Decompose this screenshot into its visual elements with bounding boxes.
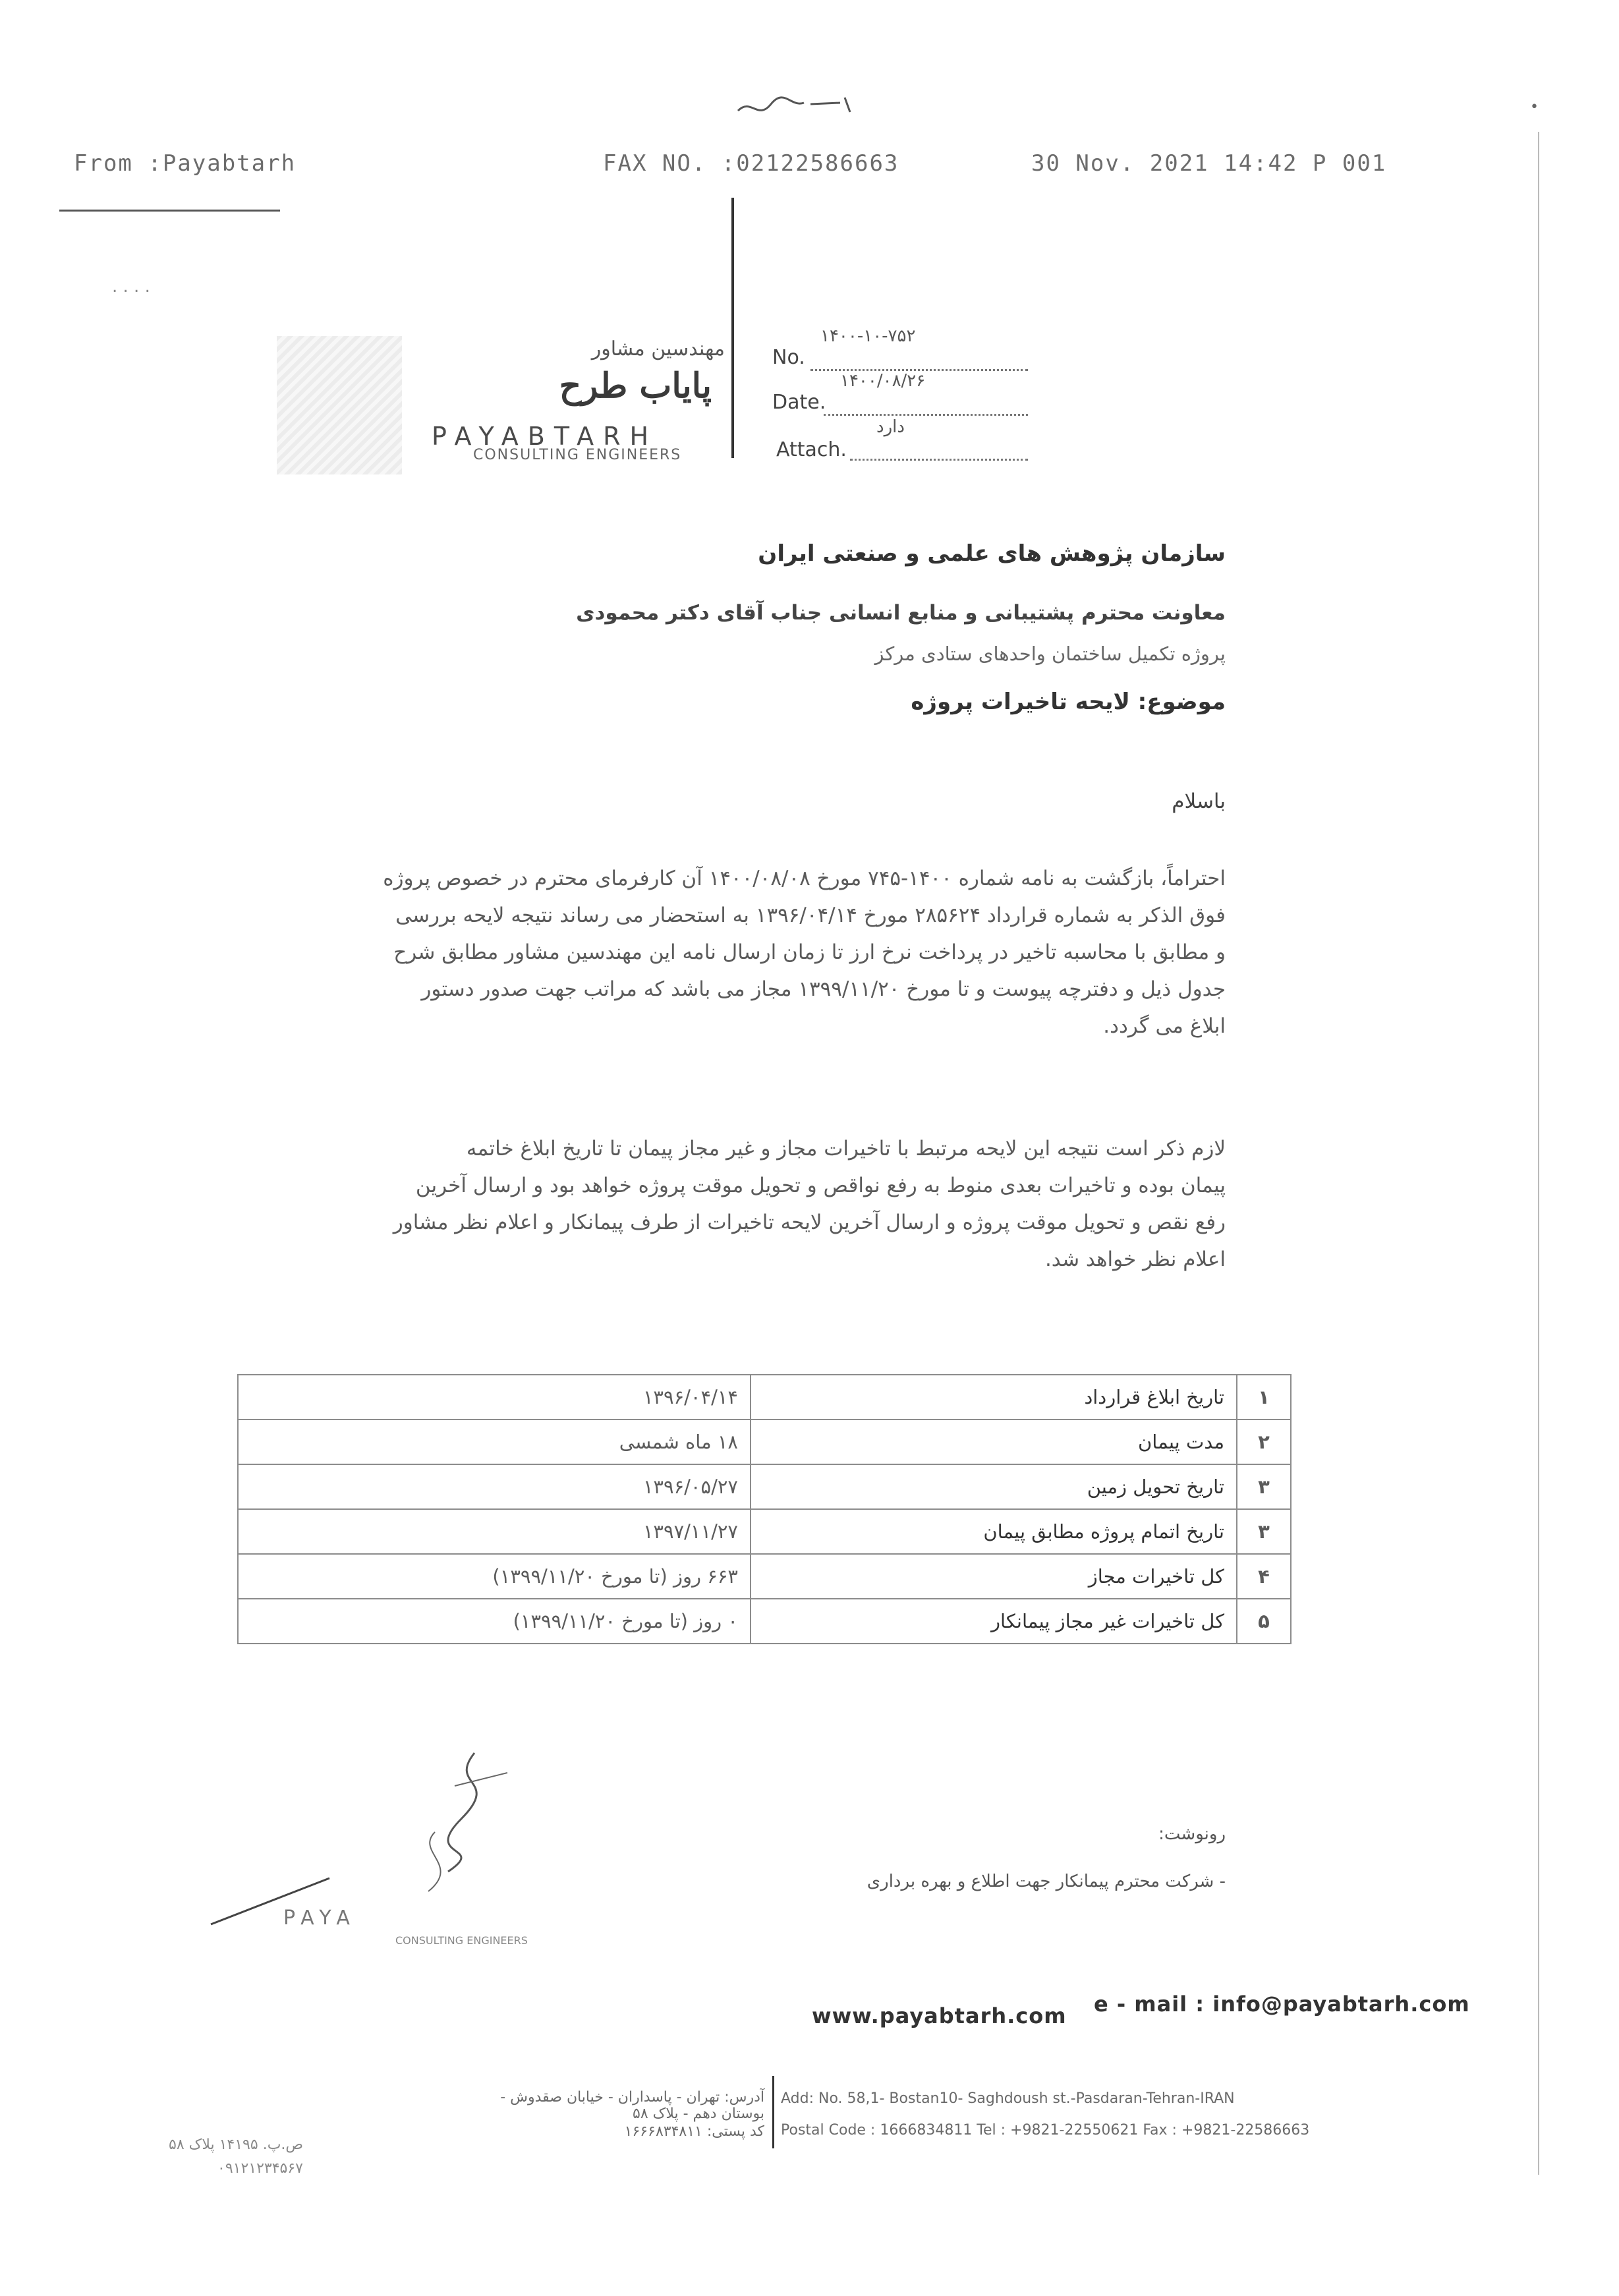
paragraph-1-line-4: جدول ذیل و دفترچه پیوست و تا مورخ ۱۳۹۹/۱۱/۲۰ مجاز می باشد که مراتب جهت صدور دستور: [421, 977, 1226, 1001]
footer-address-en: Add: No. 58,1- Bostan10- Saghdoush st.-Pasdaran-Tehran-IRAN: [781, 2090, 1235, 2107]
letter-subject: موضوع: لایحه تاخیرات پروژه: [911, 689, 1226, 715]
paragraph-1-line-2: فوق الذکر به شماره قرارداد ۲۸۵۶۲۴ مورخ ۱۳۹۶/۰۴/۱۴ به استحضار می رساند نتیجه لایحه بررسی: [395, 904, 1226, 927]
row-title: تاریخ اتمام پروژه مطابق پیمان: [751, 1509, 1237, 1554]
fax-from: From :Payabtarh: [74, 150, 297, 177]
row-title: تاریخ تحویل زمین: [751, 1464, 1237, 1509]
svg-text:CONSULTING ENGINEERS: CONSULTING ENGINEERS: [395, 1934, 528, 1947]
table-row: [238, 1599, 1291, 1644]
paragraph-2: [217, 1130, 1226, 1278]
svg-text:PAYA: PAYA: [283, 1907, 356, 1930]
signature-stamp: [198, 1727, 567, 1951]
logo-subtitle: CONSULTING ENGINEERS: [473, 447, 682, 463]
fax-from-underline: [59, 210, 280, 212]
row-number: ۵: [1237, 1599, 1291, 1644]
fax-datetime: 30 Nov. 2021 14:42 P 001: [1031, 150, 1387, 177]
logo-emblem: [277, 336, 402, 474]
greeting: باسلام: [1172, 789, 1226, 813]
right-margin-line: [1538, 132, 1539, 2175]
logo-prefix: مهندسین مشاور: [591, 337, 725, 360]
letter-attach-value: دارد: [876, 417, 905, 437]
paragraph-1-line-3: و مطابق با محاسبه تاخیر در پرداخت نرخ ارز تا زمان ارسال نامه این مهندسین مشاور مطابق شرح: [393, 940, 1226, 964]
footer-left-note-2: ۰۹۱۲۱۲۳۴۵۶۷: [217, 2160, 303, 2177]
table-row: [238, 1420, 1291, 1464]
row-value: ۰ روز (تا مورخ ۱۳۹۹/۱۱/۲۰): [238, 1599, 751, 1644]
row-number: ۲: [1237, 1420, 1291, 1464]
paragraph-1-line-5: ابلاغ می گردد.: [1103, 1014, 1226, 1038]
table-row: [238, 1375, 1291, 1420]
footer-divider-line: [772, 2076, 774, 2148]
row-value: ۶۶۳ روز (تا مورخ ۱۳۹۹/۱۱/۲۰): [238, 1554, 751, 1599]
delays-table-wrapper: [237, 1374, 1292, 1644]
row-title: کل تاخیرات غیر مجاز پیمانکار: [751, 1599, 1237, 1644]
paragraph-1-line-1: احتراماً، بازگشت به نامه شماره ۱۴۰۰-۷۴۵ مورخ ۱۴۰۰/۰۸/۰۸ آن کارفرمای محترم در خصوص پروژه: [383, 867, 1226, 890]
top-handwritten-mark: [731, 84, 863, 124]
row-title: کل تاخیرات مجاز: [751, 1554, 1237, 1599]
table-row: [238, 1509, 1291, 1554]
margin-dots: . . . .: [112, 277, 150, 297]
table-row: [238, 1554, 1291, 1599]
row-number: ۱: [1237, 1375, 1291, 1420]
footer-website[interactable]: www.payabtarh.com: [812, 2003, 1067, 2028]
table-row: [238, 1464, 1291, 1509]
recipient-organization: سازمان پژوهش های علمی و صنعتی ایران: [758, 540, 1226, 567]
paragraph-2-line-4: اعلام نظر خواهد شد.: [1044, 1248, 1226, 1271]
row-value: ۱۳۹۷/۱۱/۲۷: [238, 1509, 751, 1554]
row-number: ۳: [1237, 1509, 1291, 1554]
fax-number: FAX NO. :02122586663: [603, 150, 899, 177]
paragraph-2-line-2: پیمان بوده و تاخیرات بعدی منوط به رفع نواقص و تحویل موقت پروژه خواهد بود و ارسال آخرین: [415, 1174, 1226, 1197]
row-title: مدت پیمان: [751, 1420, 1237, 1464]
footer-postal-en: Postal Code : 1666834811 Tel : +9821-22550621 Fax : +9821-22586663: [781, 2122, 1310, 2138]
row-value: ۱۸ ماه شمسی: [238, 1420, 751, 1464]
project-name: پروژه تکمیل ساختمان واحدهای ستادی مرکز: [874, 643, 1226, 665]
footer-address-fa: آدرس: تهران - پاسداران - خیابان صقدوش - بوستان دهم - پلاک ۵۸: [500, 2089, 764, 2122]
row-value: ۱۳۹۶/۰۵/۲۷: [238, 1464, 751, 1509]
letter-date-dots: [824, 414, 1028, 416]
letter-date-label: Date.: [772, 391, 826, 414]
cc-label: رونوشت:: [1158, 1824, 1226, 1844]
logo-name-en: PAYABTARH: [432, 422, 658, 451]
page-corner-mark: •: [1530, 99, 1539, 115]
letter-attach-dots: [850, 459, 1028, 461]
delays-table: [237, 1374, 1292, 1644]
letter-attach-label: Attach.: [776, 438, 847, 461]
row-number: ۳: [1237, 1464, 1291, 1509]
recipient-person: معاونت محترم پشتیبانی و منابع انسانی جناب آقای دکتر محمودی: [576, 601, 1226, 625]
footer-email[interactable]: e - mail : info@payabtarh.com: [1094, 1992, 1470, 2017]
paragraph-1: [217, 860, 1226, 1045]
paragraph-2-line-1: لازم ذکر است نتیجه این لایحه مرتبط با تاخیرات مجاز و غیر مجاز پیمان تا تاریخ ابلاغ خاتمه: [466, 1137, 1226, 1161]
cc-line: - شرکت محترم پیمانکار جهت اطلاع و بهره برداری: [866, 1872, 1226, 1891]
logo-name-fa: پایاب طرح: [559, 366, 712, 406]
row-value: ۱۳۹۶/۰۴/۱۴: [238, 1375, 751, 1420]
paragraph-2-line-3: رفع نقص و تحویل موقت پروژه و ارسال آخرین لایحه تاخیرات از طرف پیمانکار و اعلام نظر مشاور: [393, 1211, 1226, 1234]
row-number: ۴: [1237, 1554, 1291, 1599]
header-divider-line: [731, 198, 734, 458]
row-title: تاریخ ابلاغ قرارداد: [751, 1375, 1237, 1420]
letter-number-label: No.: [772, 346, 805, 369]
letter-date-value: ۱۴۰۰/۰۸/۲۶: [840, 371, 926, 391]
letter-number-value: ۱۴۰۰-۱۰-۷۵۲: [820, 326, 916, 346]
footer-postal-fa: کد پستی: ۱۶۶۶۸۳۴۸۱۱: [624, 2123, 764, 2140]
footer-left-note-1: ص.پ. ۱۴۱۹۵ پلاک ۵۸: [169, 2137, 303, 2153]
